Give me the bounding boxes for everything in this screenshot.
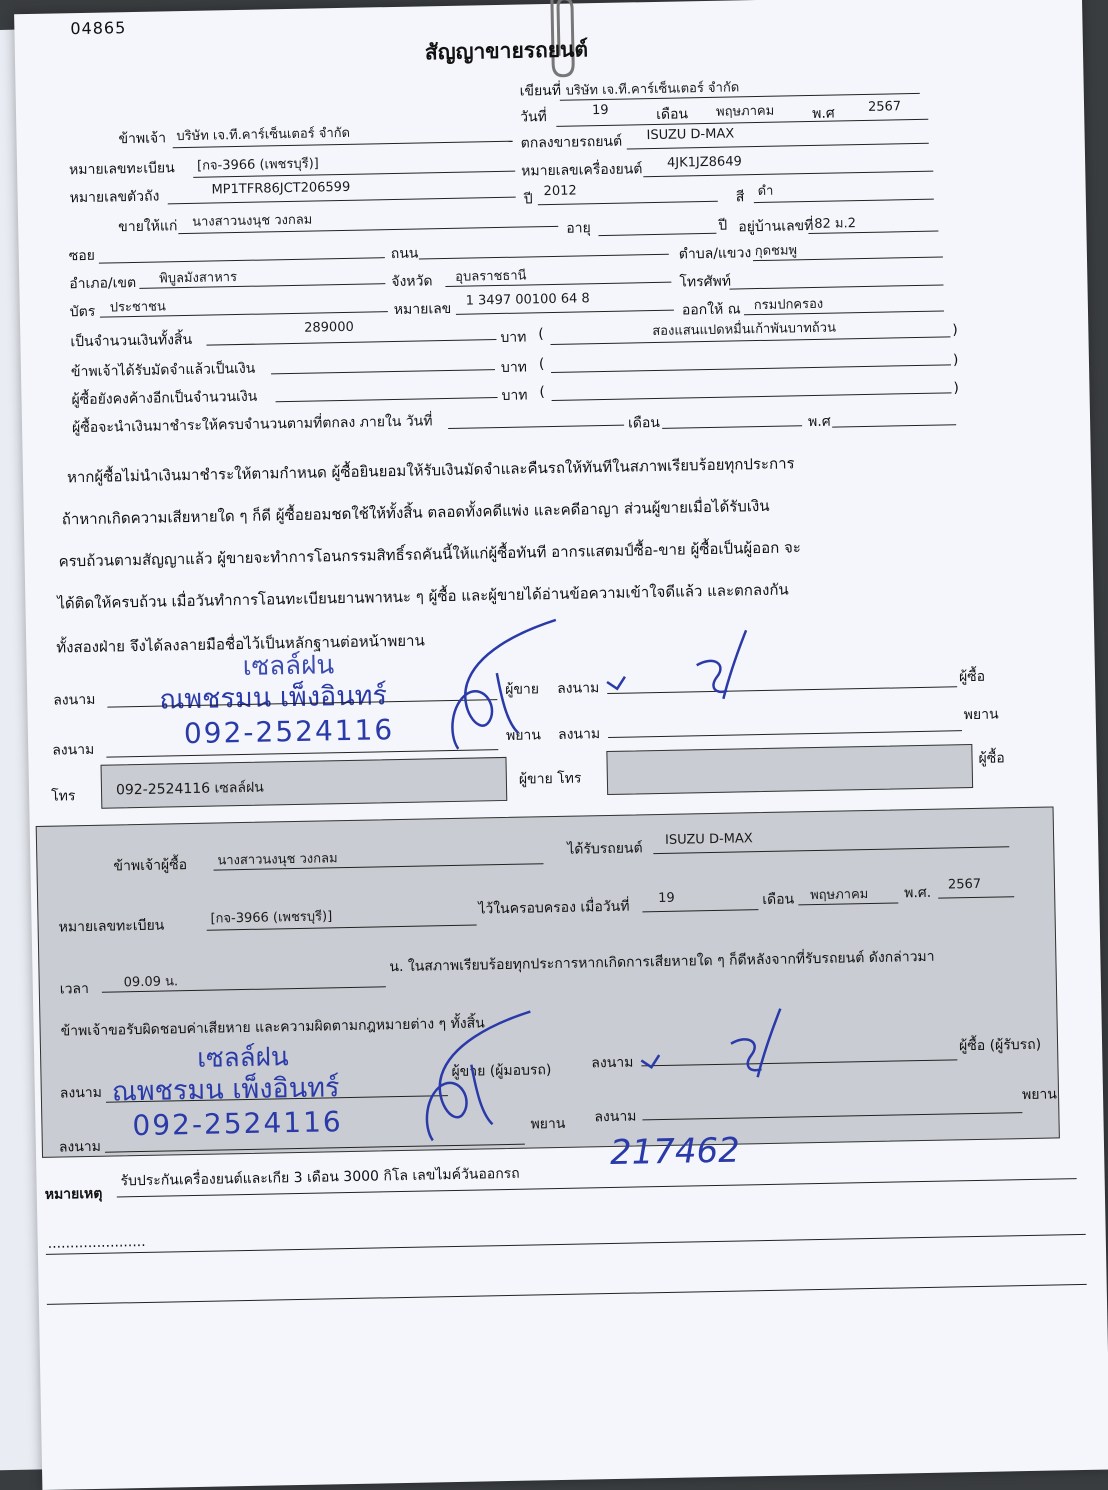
car-make-label: ตกลงขายรถยนต์ xyxy=(520,133,623,152)
road-label: ถนน xyxy=(390,245,419,263)
possession-day: 19 xyxy=(658,890,675,907)
buyer-signature xyxy=(596,624,758,707)
written-at-label: เขียนที่ xyxy=(519,82,562,100)
rule xyxy=(271,369,495,374)
province-label: จังหวัด xyxy=(391,273,433,291)
due-be-label: พ.ศ xyxy=(807,413,831,431)
contract-sheet xyxy=(14,0,1108,1490)
rule xyxy=(729,284,943,289)
possession-label: ไว้ในครอบครอง เมื่อวันที่ xyxy=(478,898,630,918)
remark-label: หมายเหตุ xyxy=(44,1185,103,1203)
date-day-value: 19 xyxy=(591,102,609,119)
remaining-close-paren: ) xyxy=(953,380,960,397)
time-suffix: น. ในสภาพเรียบร้อยทุกประการหากเกิดการเสียหายใด ๆ ก็ดีหลังจากที่รับรถยนต์ ดังกล่าวมา xyxy=(389,948,935,976)
seller-phone-value: 092-2524116 เซลล์ฝน xyxy=(115,779,264,799)
receipt-witness-sign-label: ลงนาม xyxy=(58,1138,102,1156)
subdistrict-value: กุดชมพู xyxy=(754,243,798,260)
receipt-witness2-role: พยาน xyxy=(1021,1086,1058,1104)
engine-no-value: 4JK1JZ8649 xyxy=(666,154,742,171)
phone-label: โทรศัพท์ xyxy=(679,273,732,291)
handwritten-seller-name: ณพชรมน เพ็งอินทร์ xyxy=(158,680,388,716)
total-open-paren: ( xyxy=(538,326,544,343)
deposit-baht-label: บาท xyxy=(500,359,528,376)
seller-label: ข้าพเจ้า xyxy=(118,130,167,148)
remaining-baht-label: บาท xyxy=(501,387,528,404)
total-words: สองแสนแปดหมื่นเก้าพันบาทถ้วน xyxy=(652,320,837,340)
seller-role: ผู้ขาย xyxy=(505,681,540,698)
phone-row-label: โทร xyxy=(50,788,76,805)
receipt-buyer-value: นางสาวนงนุช วงกลม xyxy=(217,851,338,869)
buyer-sign-label: ลงนาม xyxy=(556,680,600,697)
total-close-paren: ) xyxy=(952,322,958,339)
deposit-close-paren: ) xyxy=(952,352,959,369)
date-month-value: พฤษภาคม xyxy=(715,103,775,120)
rule xyxy=(754,199,934,203)
receipt-buyer-sign-label: ลงนาม xyxy=(591,1054,634,1072)
rule xyxy=(419,254,669,260)
rule xyxy=(538,201,718,205)
receipt-seller-role: ผู้ขาย (ผู้มอบรถ) xyxy=(451,1062,552,1081)
receipt-witness2-sign-label: ลงนาม xyxy=(594,1108,637,1126)
model-year-label: ปี xyxy=(523,191,533,208)
rule xyxy=(168,197,516,205)
date-year-label: พ.ศ xyxy=(812,105,835,122)
registration-value: [กจ-3966 (เพชรบุรี)] xyxy=(196,156,319,174)
time-label: เวลา xyxy=(59,980,90,998)
received-value: ISUZU D-MAX xyxy=(664,831,753,848)
rule xyxy=(653,846,1009,854)
rule xyxy=(642,1112,1022,1120)
page-title: สัญญาขายรถยนต์ xyxy=(424,37,589,65)
soi-label: ซอย xyxy=(68,247,96,265)
color-value: ดำ xyxy=(757,183,774,200)
card-label: บัตร xyxy=(69,303,96,321)
handwritten-phone: 092-2524116 xyxy=(183,713,395,751)
chassis-no-value: MP1TFR86JCT206599 xyxy=(211,179,351,198)
handwritten-nickname: เซลล์ฝน xyxy=(242,650,335,682)
subdistrict-label: ตำบล/แขวง xyxy=(678,245,752,263)
document-number: 04865 xyxy=(70,18,127,39)
buyer-phone-box xyxy=(606,744,973,795)
buyer-value: นางสาวนงนุช วงกลม xyxy=(191,212,313,230)
receipt-reg-label: หมายเลขทะเบียน xyxy=(58,917,165,936)
issued-by-label: ออกให้ ณ xyxy=(681,301,741,319)
house-no-label: อยู่บ้านเลขที่ xyxy=(738,217,814,236)
witness-sign-label: ลงนาม xyxy=(52,741,95,759)
receipt-buyer-label: ข้าพเจ้าผู้ซื้อ xyxy=(113,857,188,875)
engine-no-label: หมายเลขเครื่องยนต์ xyxy=(521,161,643,180)
handwritten-mileage: 217462 xyxy=(609,1130,741,1174)
seller-phone-box xyxy=(101,757,508,809)
remaining-open-paren: ( xyxy=(539,384,546,401)
rule xyxy=(598,233,716,236)
card-value: ประชาชน xyxy=(109,299,166,316)
chassis-no-label: หมายเลขตัวถัง xyxy=(69,188,160,207)
rule xyxy=(643,171,933,178)
receipt-buyer-signature xyxy=(630,1003,792,1086)
registration-label: หมายเลขทะเบียน xyxy=(68,160,175,179)
liability-text: ข้าพเจ้าขอรับผิดชอบค่าเสียหาย และความผิดตามกฎหมายต่าง ๆ ทั้งสิ้น xyxy=(60,1015,485,1040)
buyer-role: ผู้ซื้อ xyxy=(958,668,986,686)
age-year-label: ปี xyxy=(718,217,728,234)
due-month-label: เดือน xyxy=(627,414,661,432)
deposit-label: ข้าพเจ้าได้รับมัดจำแล้วเป็นเงิน xyxy=(70,360,256,381)
receipt-handwritten-nickname: เซลล์ฝน xyxy=(196,1042,289,1074)
receipt-seller-signature xyxy=(380,1003,566,1156)
witness-role: พยาน xyxy=(505,727,542,744)
remark-dots: ...................... xyxy=(47,1233,146,1252)
rule xyxy=(642,909,758,912)
color-label: สี xyxy=(735,189,745,206)
terms-line-3: ครบถ้วนตามสัญญาแล้ว ผู้ขายจะทำการโอนกรรมสิทธิ์รถคันนี้ให้แก่ผู้ซื้อทันที อากรแสตมป์ซื้อ-ขาย ผู้ซื้อเป็นผู้ออก จะ xyxy=(58,538,802,571)
witness2-role: พยาน xyxy=(963,706,999,724)
district-label: อำเภอ/เขต xyxy=(69,274,137,293)
total-value: 289000 xyxy=(304,319,354,336)
seller-sign-label: ลงนาม xyxy=(53,691,96,709)
receipt-seller-sign-label: ลงนาม xyxy=(59,1084,103,1102)
total-baht-label: บาท xyxy=(500,329,527,346)
remaining-label: ผู้ซื้อยังคงค้างอีกเป็นจำนวนเงิน xyxy=(71,388,258,409)
rule xyxy=(99,257,385,263)
age-label: อายุ xyxy=(566,220,591,237)
terms-line-4: ได้ติดให้ครบถ้วน เมื่อวันทำการโอนทะเบียนยานพาหนะ ๆ ผู้ซื้อ และผู้ขายได้อ่านข้อความเข้าใจดีแล้ว และตกลงกัน xyxy=(57,580,789,613)
terms-line-2: ถ้าหากเกิดความเสียหายใด ๆ ก็ดี ผู้ซื้อยอมชดใช้ให้ทั้งสิ้น ตลอดทั้งคดีแพ่ง และคดีอาญา ส่วนผู้ขายเมื่อได้รับเงิน xyxy=(61,496,770,529)
rule xyxy=(276,397,498,402)
witness2-sign-label: ลงนาม xyxy=(557,726,601,743)
rule xyxy=(206,339,496,346)
seller-phone-label: ผู้ขาย โทร xyxy=(518,770,582,788)
rule xyxy=(608,730,962,738)
buyer-label: ขายให้แก่ xyxy=(118,218,178,236)
date-month-label: เดือน xyxy=(655,106,689,123)
issued-by-value: กรมปกครอง xyxy=(753,296,824,314)
received-label: ได้รับรถยนต์ xyxy=(567,840,643,858)
car-make-value: ISUZU D-MAX xyxy=(646,126,735,144)
id-no-value: 1 3497 00100 64 8 xyxy=(465,291,590,309)
seller-signature xyxy=(406,611,589,764)
seller-value: บริษัท เจ.ที.คาร์เซ็นเตอร์ จำกัด xyxy=(176,125,351,145)
rule xyxy=(938,896,1014,898)
rule xyxy=(662,425,802,429)
receipt-year-label: พ.ศ. xyxy=(903,884,932,902)
receipt-buyer-role: ผู้ซื้อ (ผู้รับรถ) xyxy=(958,1036,1042,1055)
receipt-month-label: เดือน xyxy=(762,891,795,909)
written-at-value: บริษัท เจ.ที.คาร์เซ็นเตอร์ จำกัด xyxy=(565,80,740,99)
deposit-open-paren: ( xyxy=(538,356,545,373)
receipt-handwritten-phone: 092-2524116 xyxy=(132,1105,343,1143)
rule xyxy=(627,143,929,150)
receipt-reg-value: [กจ-3966 (เพชรบุรี)] xyxy=(210,909,333,927)
receipt-witness-role: พยาน xyxy=(530,1115,566,1133)
date-day-label: วันที่ xyxy=(520,109,547,126)
model-year-value: 2012 xyxy=(543,183,577,200)
terms-line-1: หากผู้ซื้อไม่นำเงินมาชำระให้ตามกำหนด ผู้ซื้อยินยอมให้รับเงินมัดจำและคืนรถให้ทันทีในสภาพเรียบร้อยทุกประการ xyxy=(66,454,795,487)
rule xyxy=(552,392,952,401)
date-year-value: 2567 xyxy=(867,99,902,115)
receipt-year: 2567 xyxy=(947,876,982,893)
id-no-label: หมายเลข xyxy=(393,300,452,319)
vehicle-receipt-section xyxy=(36,806,1060,1157)
back-sheet-edge-text xyxy=(0,130,1,162)
province-value: อุบลราชธานี xyxy=(455,268,527,285)
rule xyxy=(832,424,956,427)
receipt-month: พฤษภาคม xyxy=(810,887,869,904)
remark-value: รับประกันเครื่องยนต์และเกีย 3 เดือน 3000 กิโล เลขไมค์วันออกรถ xyxy=(120,1165,520,1190)
house-no-value: 82 ม.2 xyxy=(814,216,857,232)
rule xyxy=(46,1234,1086,1255)
rule xyxy=(456,310,674,315)
total-label: เป็นจำนวนเงินทั้งสิ้น xyxy=(70,331,193,351)
buyer-phone-tail: ผู้ซื้อ xyxy=(978,750,1005,767)
district-value: พิบูลมังสาหาร xyxy=(159,270,238,287)
time-value: 09.09 น. xyxy=(123,974,179,991)
receipt-handwritten-name: ณพชรมน เพ็งอินทร์ xyxy=(111,1072,340,1108)
terms-line-5: ทั้งสองฝ่าย จึงได้ลงลายมือชื่อไว้เป็นหลักฐานต่อหน้าพยาน xyxy=(56,631,425,657)
rule xyxy=(551,364,951,373)
due-label: ผู้ซื้อจะนำเงินมาชำระให้ครบจำนวนตามที่ตกลง ภายใน วันที่ xyxy=(71,413,433,437)
rule xyxy=(448,425,624,429)
rule xyxy=(47,1284,1087,1305)
